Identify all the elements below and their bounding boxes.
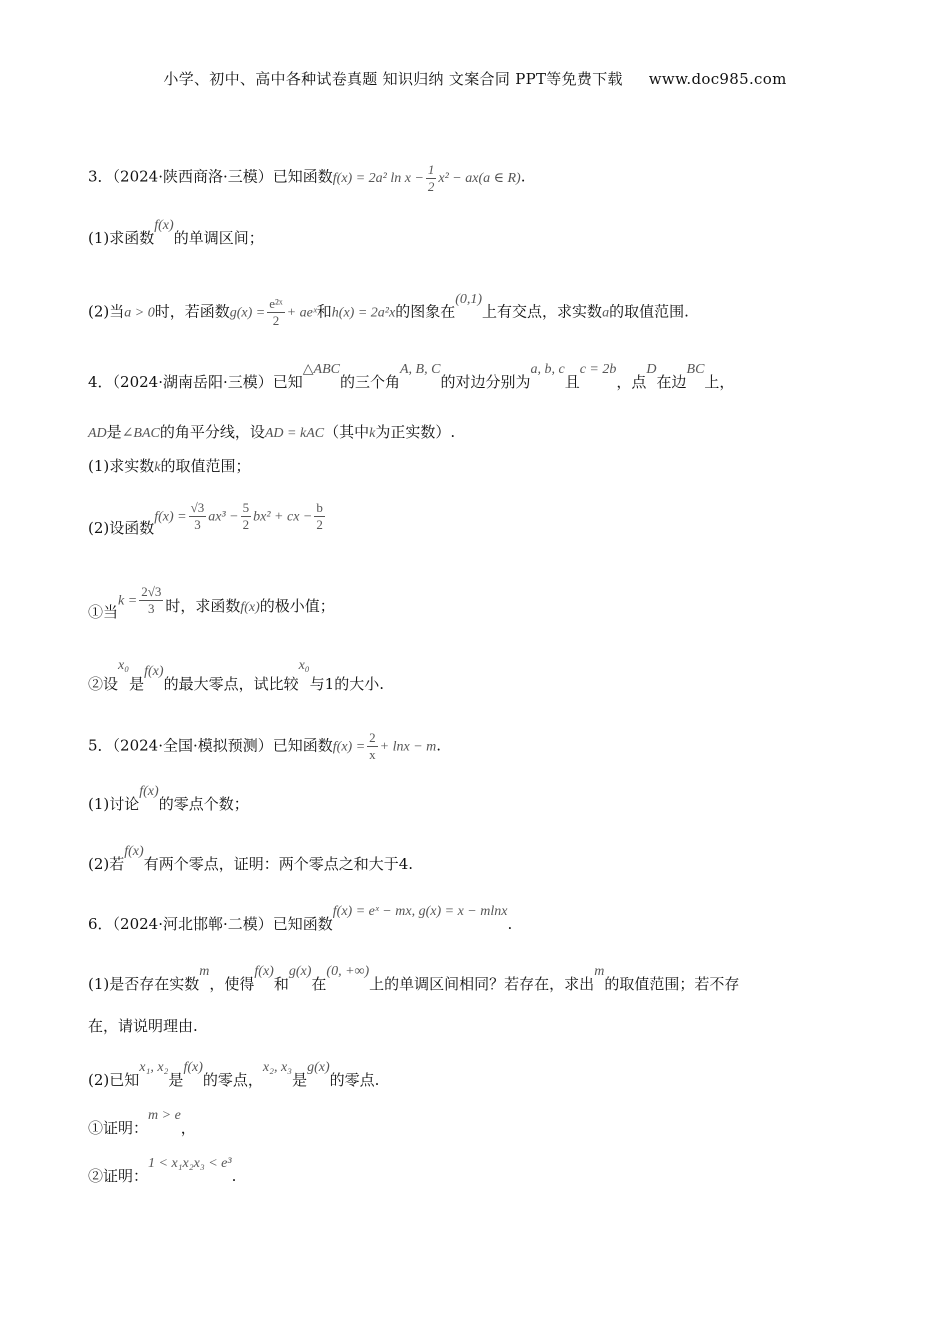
q4-part1: (1)求实数k的取值范围； xyxy=(88,457,251,475)
header-text: 小学、初中、高中各种试卷真题 知识归纳 文案合同 PPT等免费下载 xyxy=(163,70,623,88)
q4-part2: (2)设函数f(x) = $\frac{√3}{3}$ ax³ − $\frac{5}{2}$ bx² + cx − $\frac{b}{2}$ xyxy=(88,500,323,537)
q3-formula: f(x) = 2a² ln x − $\frac{1}{2}$ x² − ax(a ∈ R) xyxy=(332,162,521,194)
q4-sub1: ①当k = $\frac{2√3}{3}$ 时，求函数f(x)的极小值； xyxy=(88,584,335,621)
q5-part1: (1)讨论f(x)的零点个数； xyxy=(88,784,249,813)
header-url[interactable]: www.doc985.com xyxy=(648,70,787,88)
q6-sub1: ①证明：m > e， xyxy=(88,1108,196,1137)
q3-part2: (2)当a > 0时，若函数g(x) = $\frac{\text{e²ˣ}}{2}$ + aeˣ和h(x) = 2a²x的图象在(0,1)上有交点，求实数a的取值范围. xyxy=(88,291,689,328)
q6-stem: 6．（2024·河北邯郸·二模）已知函数f(x) = eˣ − mx, g(x) = x − mlnx. xyxy=(88,904,513,933)
q4-stem-2: AD是∠BAC的角平分线，设AD = kAC（其中k为正实数）. xyxy=(88,423,456,441)
q3-part1: (1)求函数f(x)的单调区间； xyxy=(88,218,264,247)
q5-stem: 5．（2024·全国·模拟预测）已知函数f(x) = $\frac{2}{x}$ + lnx − m. xyxy=(88,730,442,762)
q6-sub2: ②证明：1 < x₁x₂x₃ < e³. xyxy=(88,1156,237,1185)
q4-stem: 4．（2024·湖南岳阳·三模）已知△ABC的三个角A, B, C的对边分别为a, b, c且c = 2b，点D在边BC上， xyxy=(88,362,735,391)
q4-sub2: ②设x₀是f(x)的最大零点，试比较x₀与1的大小. xyxy=(88,658,384,693)
q5-part2: (2)若f(x)有两个零点，证明：两个零点之和大于4. xyxy=(88,844,414,873)
q6-part1: (1)是否存在实数m，使得f(x)和g(x)在(0, +∞)上的单调区间相同？若存在，求出m的取值范围；若不存 在，请说明理由. xyxy=(88,964,740,1035)
page-header xyxy=(0,68,950,89)
q6-part2: (2)已知x₁, x₂是f(x)的零点，x₂, x₃是g(x)的零点. xyxy=(88,1060,380,1089)
q3-stem: 3．（2024·陕西商洛·三模）已知函数f(x) = 2a² ln x − $\frac{1}{2}$ x² − ax(a ∈ R). xyxy=(88,162,526,194)
